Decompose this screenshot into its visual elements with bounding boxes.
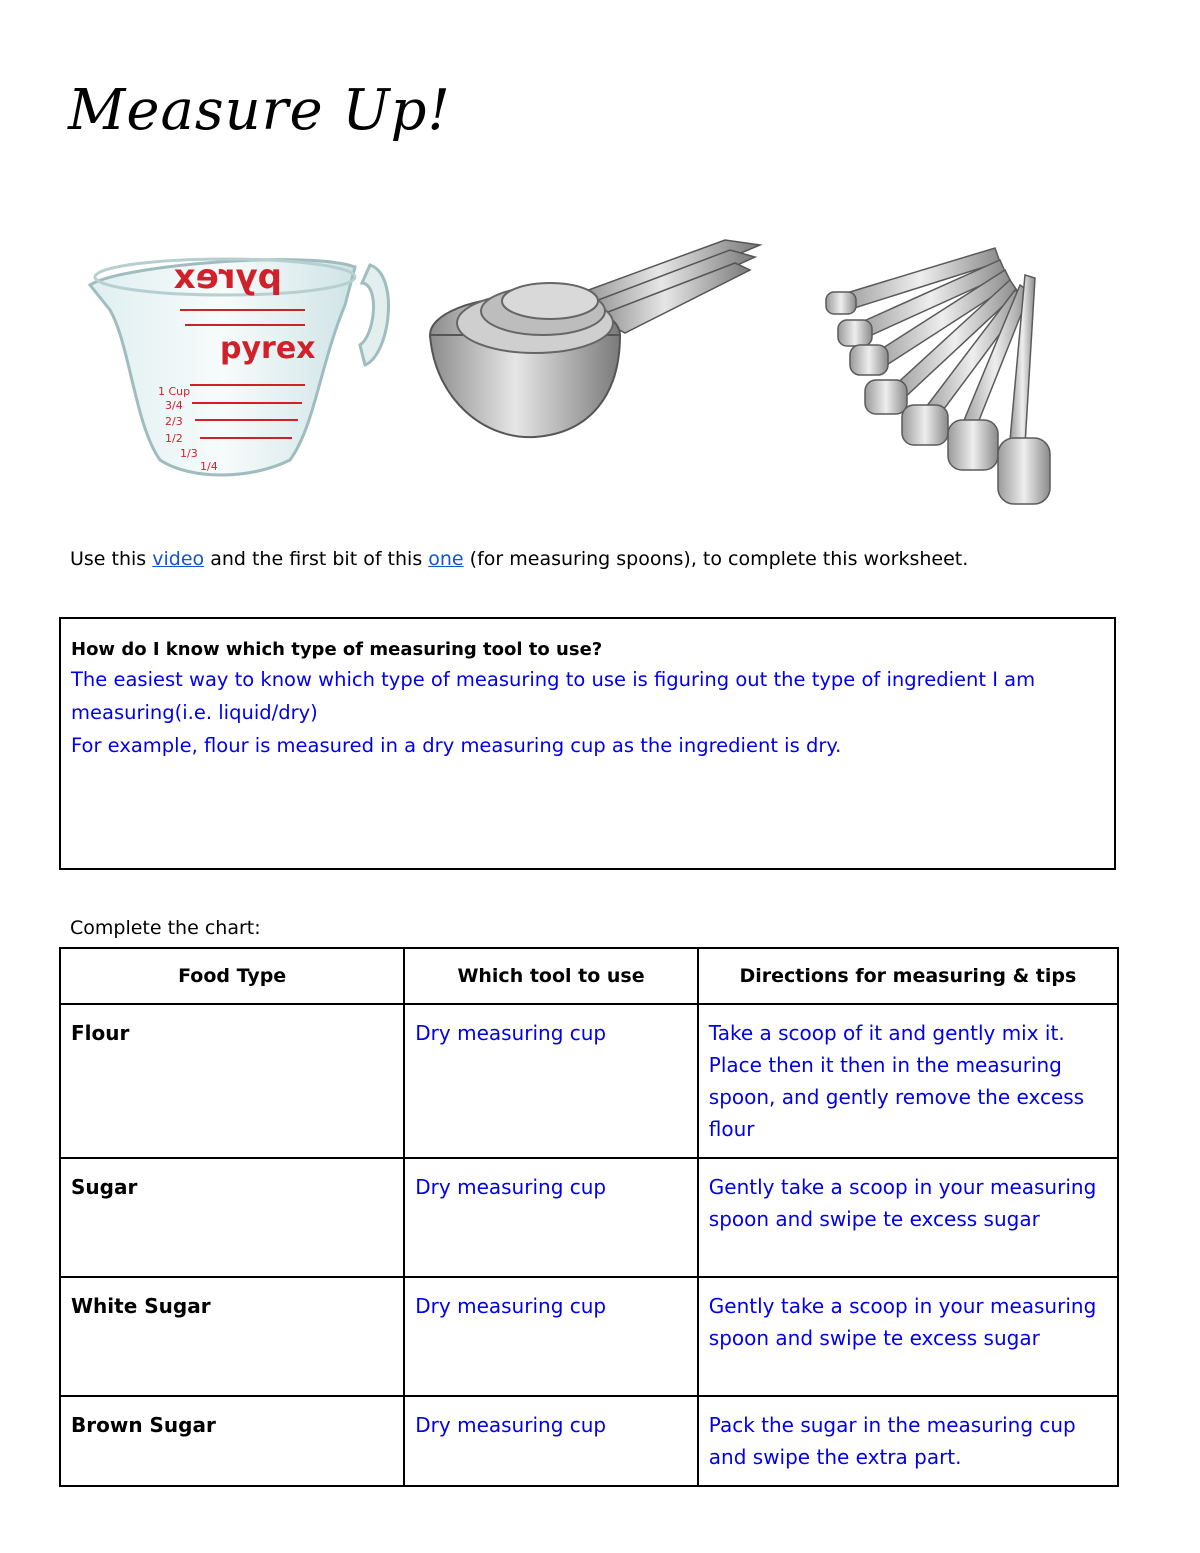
table-row bbox=[60, 1396, 1118, 1486]
measuring-chart bbox=[59, 947, 1119, 1487]
answer-example[interactable]: For example, flour is measured in a dry measuring cup as the ingredient is dry. bbox=[71, 734, 842, 757]
table-row bbox=[60, 1004, 1118, 1158]
tool-cell[interactable]: Dry measuring cup bbox=[404, 1004, 698, 1158]
measuring-spoons-image bbox=[820, 240, 1060, 510]
jug-mark: 1/3 bbox=[180, 447, 198, 460]
measuring-cups-image bbox=[425, 225, 770, 450]
intro-middle: and the first bit of this bbox=[204, 548, 429, 570]
header-food-type: Food Type bbox=[60, 948, 404, 1004]
directions-cell[interactable]: Pack the sugar in the measuring cup and swipe the extra part. bbox=[698, 1396, 1118, 1486]
food-cell: White Sugar bbox=[60, 1277, 404, 1396]
jug-mark: 3/4 bbox=[165, 399, 183, 412]
pyrex-logo: pyrex bbox=[220, 331, 316, 366]
food-cell: Flour bbox=[60, 1004, 404, 1158]
question-heading: How do I know which type of measuring tool to use? bbox=[71, 639, 603, 660]
chart-label: Complete the chart: bbox=[70, 917, 261, 939]
jug-mark: 1 Cup bbox=[158, 385, 191, 398]
table-row bbox=[60, 1277, 1118, 1396]
directions-cell[interactable]: Gently take a scoop in your measuring spoon and swipe te excess sugar bbox=[698, 1158, 1118, 1277]
tool-cell[interactable]: Dry measuring cup bbox=[404, 1396, 698, 1486]
question-box bbox=[59, 617, 1116, 870]
tool-cell[interactable]: Dry measuring cup bbox=[404, 1158, 698, 1277]
food-cell: Brown Sugar bbox=[60, 1396, 404, 1486]
intro-text bbox=[70, 548, 968, 570]
table-row bbox=[60, 1158, 1118, 1277]
page-title: Measure Up! bbox=[68, 78, 451, 143]
directions-cell[interactable]: Take a scoop of it and gently mix it. Place then it then in the measuring spoon, and gently remove the excess flour bbox=[698, 1004, 1118, 1158]
one-link[interactable]: one bbox=[428, 548, 464, 570]
tool-cell[interactable]: Dry measuring cup bbox=[404, 1277, 698, 1396]
jug-mark: 1/4 bbox=[200, 460, 218, 473]
measuring-jug-image bbox=[80, 225, 400, 487]
table-header-row bbox=[60, 948, 1118, 1004]
jug-mark: 1/2 bbox=[165, 432, 183, 445]
pyrex-logo-top: pyrex bbox=[173, 257, 282, 297]
answer-text[interactable]: The easiest way to know which type of measuring to use is figuring out the type of ingredient I am measuring(i.e. liquid/dry) bbox=[71, 668, 1036, 724]
food-cell: Sugar bbox=[60, 1158, 404, 1277]
video-link[interactable]: video bbox=[152, 548, 205, 570]
intro-suffix: (for measuring spoons), to complete this worksheet. bbox=[463, 548, 969, 570]
jug-mark: 2/3 bbox=[165, 415, 183, 428]
header-directions: Directions for measuring & tips bbox=[698, 948, 1118, 1004]
directions-cell[interactable]: Gently take a scoop in your measuring spoon and swipe te excess sugar bbox=[698, 1277, 1118, 1396]
intro-prefix: Use this bbox=[70, 548, 153, 570]
header-tool: Which tool to use bbox=[404, 948, 698, 1004]
